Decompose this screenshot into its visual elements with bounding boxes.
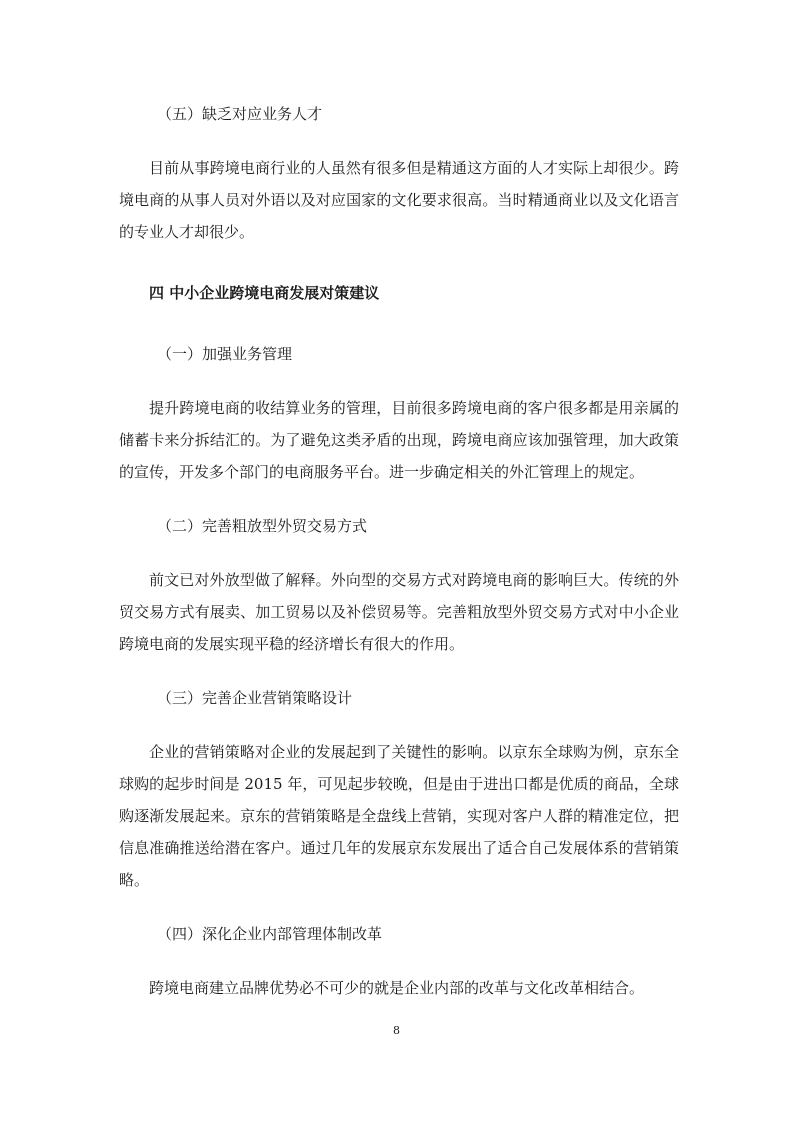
spacer <box>119 130 679 152</box>
spacer <box>119 248 679 277</box>
subsection-3-subheading: （三）完善企业营销策略设计 <box>157 689 353 707</box>
spacer <box>119 309 679 338</box>
spacer <box>119 950 679 972</box>
subsection-1-paragraph: 提升跨境电商的收结算业务的管理，目前很多跨境电商的客户很多都是用亲属的储蓄卡来分拆结汇的。为了避免这类矛盾的出现，跨境电商应该加强管理，加大政策的宣传，开发多个部门的电商服务平台。进一步确定相关的外汇管理上的规定。 <box>119 399 679 481</box>
section-5-paragraph: 目前从事跨境电商行业的人虽然有很多但是精通这方面的人才实际上却很少。跨境电商的从事人员对外语以及对应国家的文化要求很高。当时精通商业以及文化语言的专业人才却很少。 <box>119 159 679 241</box>
page-number: 8 <box>393 1024 400 1037</box>
subsection-4-paragraph: 跨境电商建立品牌优势必不可少的就是企业内部的改革与文化改革相结合。 <box>149 979 645 997</box>
subsection-2-paragraph: 前文已对外放型做了解释。外向型的交易方式对跨境电商的影响巨大。传统的外贸交易方式有展卖、加工贸易以及补偿贸易等。完善粗放型外贸交易方式对中小企业跨境电商的发展实现平稳的经济增长有很大的作用。 <box>119 571 679 653</box>
section-5-subheading: （五）缺乏对应业务人才 <box>157 105 323 123</box>
spacer <box>119 714 679 736</box>
spacer <box>119 542 679 564</box>
page-content <box>119 98 679 1004</box>
spacer <box>119 488 679 510</box>
subsection-4-subheading: （四）深化企业内部管理体制改革 <box>157 925 383 943</box>
subsection-3-paragraph: 企业的营销策略对企业的发展起到了关键性的影响。以京东全球购为例，京东全球购的起步时间是 2015 年，可见起步较晚，但是由于进出口都是优质的商品，全球购逐渐发展起来。京东的营销策略是全盘线上营销，实现对客户人群的精准定位，把信息准确推送给潜在客户。通过几年的发展京东发展出了适合自己发展体系的营销策略。 <box>119 743 679 889</box>
spacer <box>119 896 679 918</box>
subsection-2-subheading: （二）完善粗放型外贸交易方式 <box>157 517 368 535</box>
spacer <box>119 660 679 682</box>
chapter-4-heading: 四 中小企业跨境电商发展对策建议 <box>149 284 380 302</box>
spacer <box>119 370 679 392</box>
subsection-1-subheading: （一）加强业务管理 <box>157 345 293 363</box>
